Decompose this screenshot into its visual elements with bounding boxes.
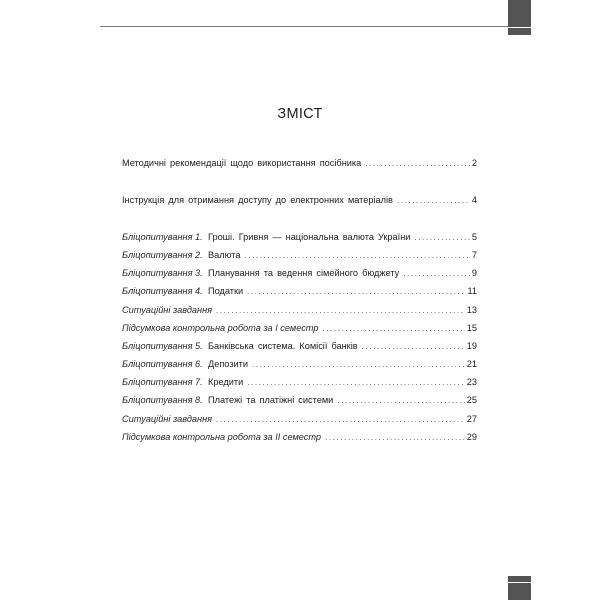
toc-entry-title: Ситуаційні завдання [122,414,213,424]
toc-entry-title: Податки [208,286,244,296]
header-rule [100,26,510,27]
toc-entry-prefix: Бліцопитування 5. [122,341,203,351]
leader-dots [216,304,465,318]
toc-page-number: 15 [466,323,477,333]
leader-dots [397,194,470,208]
leader-dots [216,413,465,427]
toc-page-number: 19 [466,341,477,351]
toc-entry[interactable] [122,321,477,335]
toc-entry-title: Ситуаційні завдання [122,305,213,315]
toc-entry-title: Планування та ведення сімейного бюджету [208,268,400,278]
toc-page-number: 2 [471,158,477,168]
toc-page-number: 9 [471,268,477,278]
toc-entry-prefix: Бліцопитування 3. [122,268,203,278]
toc-entry-prefix: Бліцопитування 8. [122,395,203,405]
toc-entry-prefix: Бліцопитування 7. [122,377,203,387]
toc-page-number: 7 [471,250,477,260]
leader-dots [325,431,465,445]
toc-page-number: 21 [466,359,477,369]
leader-dots [322,322,464,336]
page-title: ЗМІСТ [277,106,323,122]
toc-entry-title: Депозити [208,359,248,369]
toc-entry[interactable] [122,393,477,407]
toc-page-number: 11 [467,286,477,296]
toc-page-number: 4 [471,195,477,205]
toc-entry-title: Інструкція для отримання доступу до електронних матеріалів [122,195,393,205]
toc-entry-title: Валюта [208,250,241,260]
toc-entry[interactable] [122,266,477,280]
toc-entry-title: Кредити [208,377,244,387]
toc-entry-title: Гроші. Гривня — національна валюта України [208,232,411,242]
toc-entry[interactable] [122,303,477,317]
toc-entry-title: Підсумкова контрольна робота за II семестр [122,432,322,442]
leader-dots [365,157,470,171]
page-edge-tab-top [508,0,531,35]
toc-entry-prefix: Бліцопитування 6. [122,359,203,369]
leader-dots [247,285,465,299]
toc-page-number: 5 [471,232,477,242]
toc-page-number: 29 [466,432,477,442]
toc-page-number: 27 [466,414,477,424]
toc-page-number: 25 [466,395,477,405]
toc-entry-title: Методичні рекомендації щодо використання посібника [122,158,362,168]
page-edge-tab-bottom [508,576,531,600]
toc-entry-prefix: Бліцопитування 2. [122,250,203,260]
toc-entry-title: Банківська система. Комісії банків [208,341,358,351]
leader-dots [362,340,465,354]
toc-entry[interactable] [122,412,477,426]
toc-entry-title: Платежі та платіжні системи [208,395,334,405]
leader-dots [403,267,470,281]
toc-entry[interactable] [122,339,477,353]
toc-entry[interactable] [122,357,477,371]
toc-entry[interactable] [122,248,477,262]
leader-dots [245,249,470,263]
toc-entry[interactable] [122,430,477,444]
leader-dots [414,231,469,245]
toc-entry-title: Підсумкова контрольна робота за I семестр [122,323,319,333]
toc-entry[interactable] [122,230,477,244]
leader-dots [337,394,464,408]
toc-entry-prefix: Бліцопитування 1. [122,232,203,242]
toc-page-number: 23 [466,377,477,387]
toc-entry[interactable] [122,193,477,207]
toc-entry[interactable] [122,156,477,170]
toc-entry-prefix: Бліцопитування 4. [122,286,203,296]
leader-dots [247,376,465,390]
leader-dots [252,358,465,372]
toc-page-number: 13 [466,305,477,315]
toc-entry[interactable] [122,375,477,389]
toc-entry[interactable] [122,284,477,298]
